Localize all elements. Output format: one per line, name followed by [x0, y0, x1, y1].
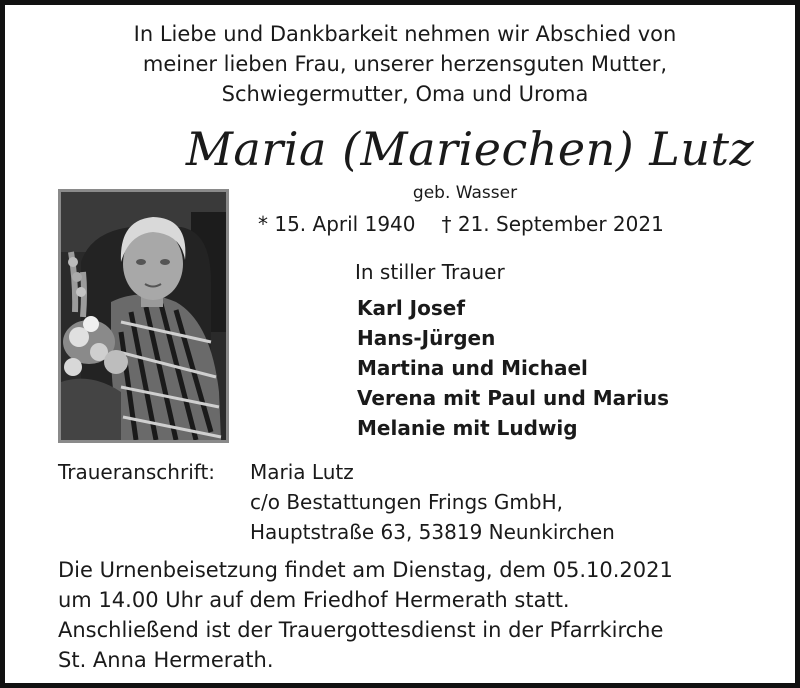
portrait-photo [58, 189, 229, 443]
family-member: Martina und Michael [357, 356, 588, 380]
intro-line: In Liebe und Dankbarkeit nehmen wir Abschied von [133, 22, 677, 46]
family-list [357, 293, 669, 443]
death-date: † 21. September 2021 [441, 212, 664, 236]
address-line: Hauptstraße 63, 53819 Neunkirchen [250, 520, 615, 544]
family-member: Verena mit Paul und Marius [357, 386, 669, 410]
mourning-address [250, 457, 615, 547]
notice-line: Die Urnenbeisetzung findet am Dienstag, dem 05.10.2021 [58, 558, 673, 582]
notice-line: Anschließend ist der Trauergottesdienst in der Pfarrkirche [58, 618, 664, 642]
life-dates [258, 210, 664, 238]
portrait-photo-icon [61, 192, 226, 440]
address-line: Maria Lutz [250, 460, 354, 484]
burial-notice [58, 555, 673, 675]
birth-date: * 15. April 1940 [258, 212, 416, 236]
notice-line: St. Anna Hermerath. [58, 648, 274, 672]
intro-line: Schwiegermutter, Oma und Uroma [221, 82, 589, 106]
family-member: Karl Josef [357, 296, 466, 320]
address-label: Traueranschrift: [58, 460, 216, 484]
mourning-heading: In stiller Trauer [355, 260, 505, 284]
family-member: Melanie mit Ludwig [357, 416, 578, 440]
intro-line: meiner lieben Frau, unserer herzensguten Mutter, [142, 52, 668, 76]
address-line: c/o Bestattungen Frings GmbH, [250, 490, 563, 514]
birth-name: geb. Wasser [412, 183, 518, 203]
deceased-name: Maria (Mariechen) Lutz [185, 122, 755, 176]
family-member: Hans-Jürgen [357, 326, 496, 350]
notice-line: um 14.00 Uhr auf dem Friedhof Hermerath statt. [58, 588, 570, 612]
intro-text [60, 19, 750, 109]
